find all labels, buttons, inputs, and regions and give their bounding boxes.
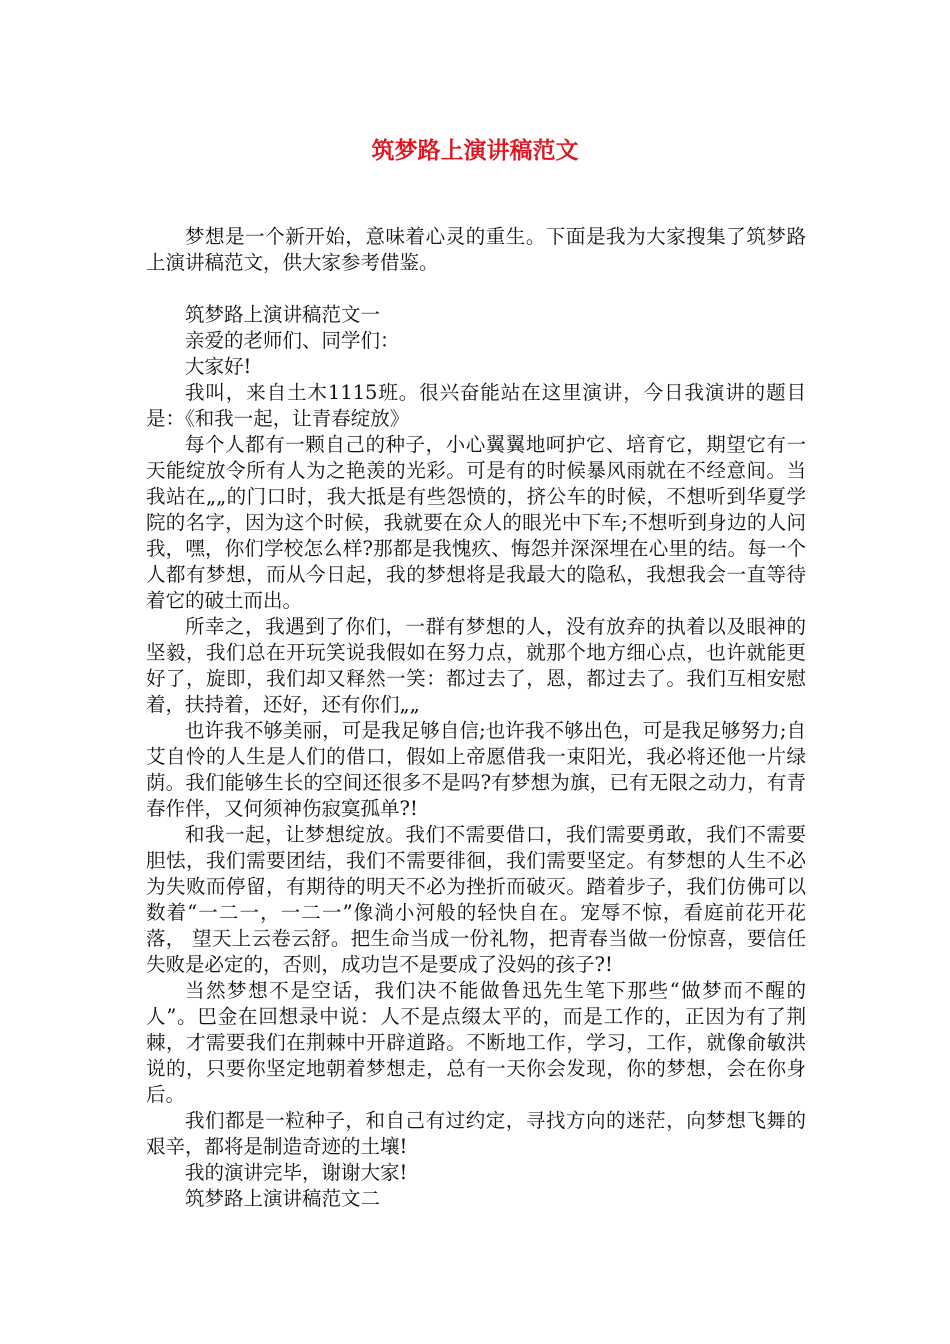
section-heading: 筑梦路上演讲稿范文二	[185, 1187, 381, 1210]
body-paragraph: 当然梦想不是空话，我们决不能做鲁迅先生笔下那些“做梦而不醒的人”。巴金在回想录中说：人不是点缀太平的，而是工作的，正因为有了荆棘，才需要我们在荆棘中开辟道路。不断地工作，学习，工作，就像俞敏洪说的，只要你坚定地朝着梦想走，总有一天你会发现，你的梦想，会在你身后。	[146, 979, 806, 1106]
document-body	[146, 224, 806, 1212]
document-title: 筑梦路上演讲稿范文	[371, 138, 579, 164]
section-heading: 筑梦路上演讲稿范文一	[185, 303, 381, 326]
hello-line: 大家好!	[185, 355, 252, 378]
body-paragraph: 所幸之，我遇到了你们，一群有梦想的人，没有放弃的执着以及眼神的坚毅，我们总在开玩笑说我假如在努力点，就那个地方细心点，也许就能更好了，旋即，我们却又释然一笑：都过去了，恩，都过去了。我们互相安慰着，扶持着，还好，还有你们„„	[146, 615, 806, 716]
body-paragraph: 也许我不够美丽，可是我足够自信;也许我不够出色，可是我足够努力;自艾自怜的人生是人们的借口，假如上帝愿借我一束阳光，我必将还他一片绿荫。我们能够生长的空间还很多不是吗?有梦想为旗，已有无限之动力，有青春作伴，又何须神伤寂寞孤单?!	[146, 719, 806, 820]
paragraph-spacer	[146, 276, 806, 302]
body-paragraph: 和我一起，让梦想绽放。我们不需要借口，我们需要勇敢，我们不需要胆怯，我们需要团结，我们不需要徘徊，我们需要坚定。有梦想的人生不必为失败而停留，有期待的明天不必为挫折而破灭。踏着步子，我们仿佛可以数着“一二一，一二一”像淌小河般的轻快自在。宠辱不惊，看庭前花开花落， 望天上云卷云舒。把生命当成一份礼物，把青春当做一份惊喜，要信任失败是必定的，否则，成功岂不是要成了没妈的孩子?!	[146, 823, 806, 976]
body-paragraph: 我叫，来自土木1115班。很兴奋能站在这里演讲，今日我演讲的题目是：《和我一起，让青春绽放》	[146, 381, 806, 430]
closing-line: 我的演讲完毕，谢谢大家!	[185, 1161, 408, 1184]
greeting-line: 亲爱的老师们、同学们：	[185, 329, 400, 352]
body-paragraph: 我们都是一粒种子，和自己有过约定，寻找方向的迷茫，向梦想飞舞的艰辛，都将是制造奇迹的土壤!	[146, 1109, 806, 1158]
intro-paragraph: 梦想是一个新开始，意味着心灵的重生。下面是我为大家搜集了筑梦路上演讲稿范文，供大家参考借鉴。	[146, 225, 806, 274]
body-paragraph: 每个人都有一颗自己的种子，小心翼翼地呵护它、培育它，期望它有一天能绽放令所有人为之艳羡的光彩。可是有的时候暴风雨就在不经意间。当我站在„„的门口时，我大抵是有些怨愤的，挤公车的时候，不想听到华夏学院的名字，因为这个时候，我就要在众人的眼光中下车;不想听到身边的人问我，嘿，你们学校怎么样?那都是我愧疚、悔怨并深深埋在心里的结。每一个人都有梦想，而从今日起，我的梦想将是我最大的隐私，我想我会一直等待着它的破土而出。	[146, 433, 806, 612]
